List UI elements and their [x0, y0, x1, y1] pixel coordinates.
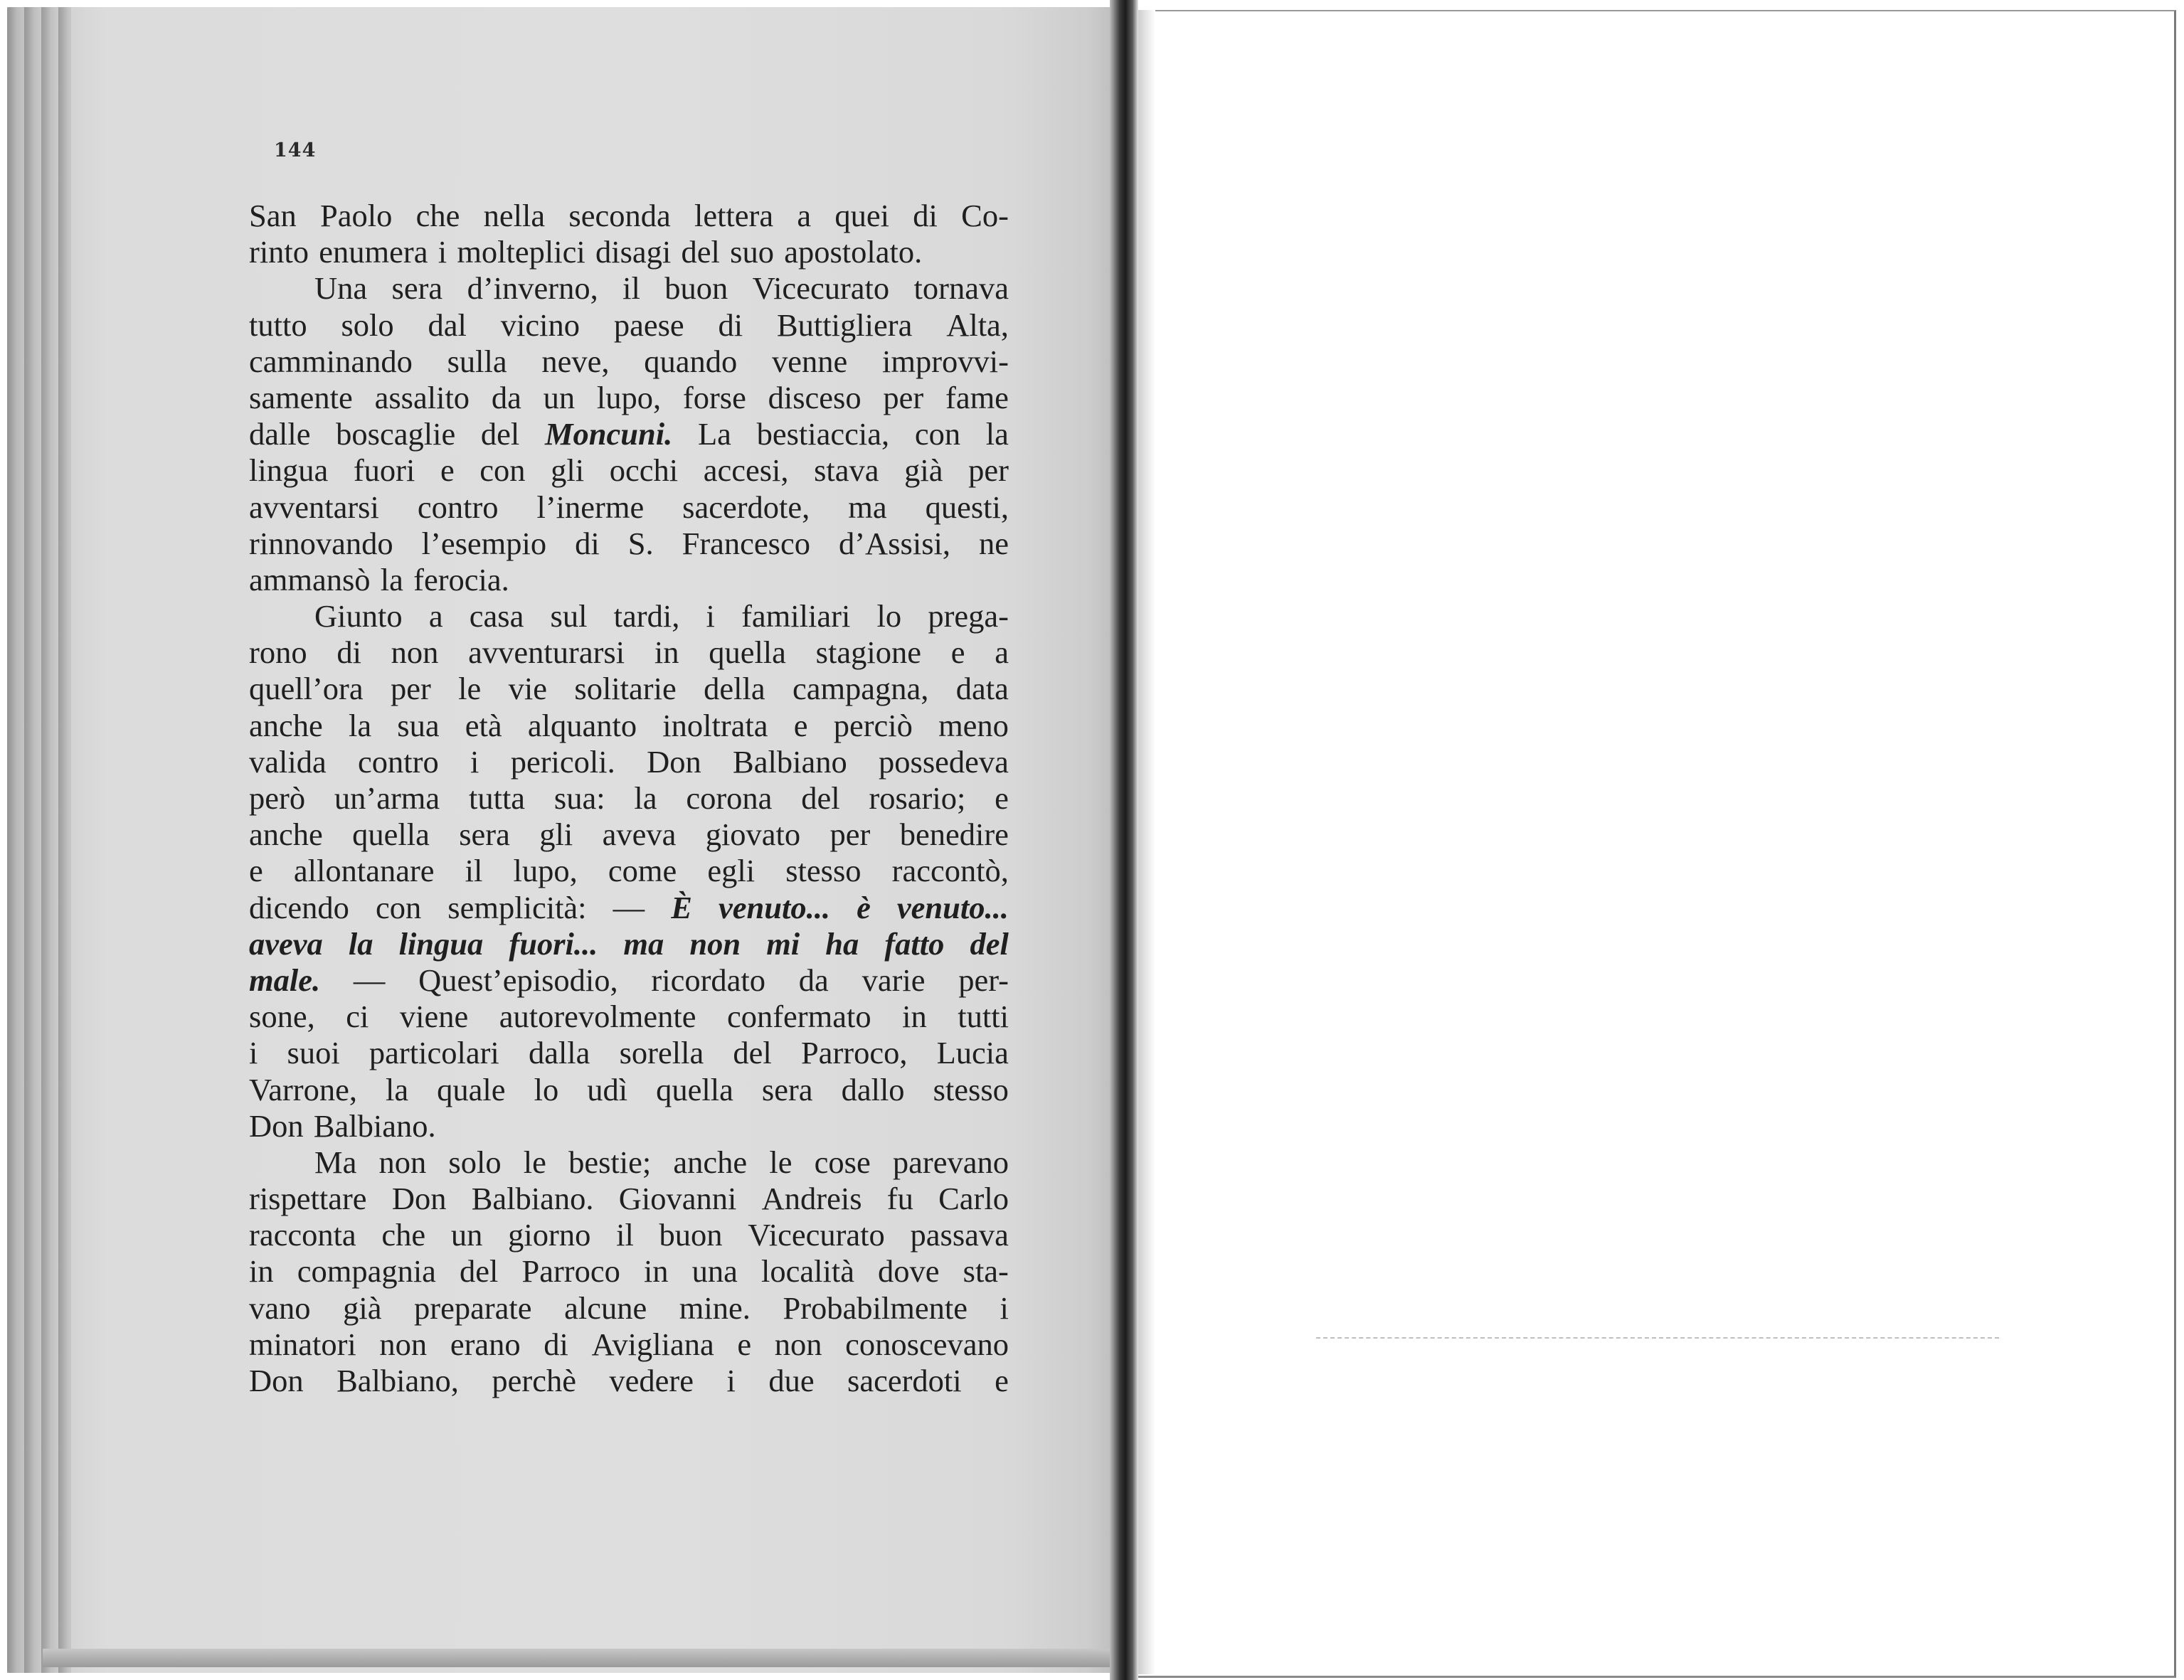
text-line [249, 1035, 1009, 1071]
word: Parroco, [800, 1035, 908, 1071]
word: pericoli. [510, 743, 615, 780]
word: sulla [447, 343, 507, 379]
word: familiari [741, 598, 851, 634]
text-line [249, 780, 1009, 817]
word: Probabilmente [783, 1290, 968, 1326]
word: Balbiano. [471, 1181, 594, 1217]
bottom-page-edges [43, 1649, 1124, 1667]
word: S. [627, 525, 654, 561]
word: campagna, [792, 671, 929, 707]
word: anche [249, 817, 323, 853]
word: vie [508, 671, 548, 707]
word: dal [428, 307, 467, 343]
word: in [643, 1253, 669, 1290]
word: tornava [913, 270, 1009, 307]
text-line [249, 380, 1009, 416]
book-gutter [1110, 0, 1138, 1680]
word: la [380, 561, 403, 597]
word: Quest’episodio, [418, 962, 618, 998]
word: bestiaccia, [756, 416, 890, 452]
word: stagione [815, 634, 921, 671]
word: del [970, 925, 1009, 962]
word: dove [878, 1253, 940, 1290]
word: rinnovando [249, 525, 393, 561]
word: udì [587, 1071, 628, 1107]
word: da [491, 379, 521, 415]
text-line [249, 962, 1009, 999]
word: Alta, [946, 307, 1009, 343]
word: fuori [353, 452, 415, 489]
word: già [343, 1290, 382, 1326]
word: venne [772, 343, 848, 379]
word: Vicecurato [748, 1217, 885, 1253]
word: le [523, 1144, 546, 1180]
word: enumera [319, 234, 428, 270]
word: conoscevano [845, 1326, 1009, 1362]
word: Balbiano, [336, 1363, 459, 1398]
text-line [249, 234, 1009, 270]
word: in [654, 634, 679, 671]
text-line [249, 416, 1009, 452]
text-line [249, 270, 1009, 307]
word: questi, [925, 489, 1009, 525]
word: alquanto [527, 707, 637, 743]
word: il [622, 270, 640, 307]
word: Francesco [682, 525, 810, 561]
word: rosario; [869, 780, 966, 816]
word: lupo, [513, 853, 578, 889]
word: egli [707, 853, 756, 889]
page-edges [7, 7, 71, 1673]
word: quella [352, 817, 430, 853]
word: Giunto [314, 598, 403, 634]
word: Don [647, 743, 701, 780]
word: camminando [249, 343, 413, 379]
text-line [249, 1072, 1009, 1108]
word: lo [876, 598, 902, 634]
word: la [348, 707, 372, 743]
word: i [249, 1035, 258, 1071]
word: occhi [609, 452, 679, 489]
word: e [995, 780, 1009, 816]
word: e [440, 452, 455, 489]
word: samente [249, 379, 353, 415]
word: Giovanni [618, 1181, 737, 1217]
word: quale [437, 1071, 506, 1107]
word: a [428, 598, 443, 634]
word: male. [249, 962, 321, 998]
word: Don [391, 1181, 447, 1217]
word: di [544, 1326, 568, 1362]
word: Parroco [521, 1253, 620, 1290]
word: sera [761, 1071, 813, 1107]
word: i [706, 598, 715, 634]
word: stesso [933, 1071, 1009, 1107]
word: come [608, 853, 677, 889]
word: San [249, 198, 297, 233]
word: fuori... [509, 925, 598, 962]
word: della [704, 671, 765, 707]
word: sacerdoti [847, 1363, 962, 1398]
word: Una [314, 270, 368, 307]
text-line [249, 307, 1009, 344]
word: tutti [958, 999, 1009, 1035]
text-line [249, 1253, 1009, 1290]
word: gli [551, 452, 585, 489]
word: quella [709, 634, 786, 671]
word: semplicità: [447, 889, 587, 925]
word: lingua [249, 452, 329, 489]
word: non [774, 1326, 822, 1362]
word: e [793, 707, 808, 743]
word: Co- [961, 198, 1009, 233]
word: Lucia [936, 1035, 1009, 1071]
text-line [249, 489, 1009, 526]
word: sua [397, 707, 440, 743]
word: d’inverno, [467, 270, 598, 307]
word: del [480, 416, 520, 452]
word: ricordato [651, 962, 766, 998]
text-line [249, 1144, 1009, 1181]
word: e [995, 1363, 1009, 1398]
word: un’arma [334, 780, 440, 816]
word: solitarie [574, 671, 677, 707]
bleed-through-rule [1316, 1337, 1999, 1339]
word: giovato [705, 817, 801, 853]
word: disceso [768, 379, 862, 415]
word: lettera [694, 198, 774, 233]
text-line [249, 1327, 1009, 1363]
text-line [249, 671, 1009, 707]
word: le [458, 671, 482, 707]
word: Vicecurato [752, 270, 890, 307]
word: forse [682, 379, 746, 415]
word: i [726, 1363, 736, 1398]
word: stesso [785, 853, 862, 889]
word: ha [825, 925, 859, 962]
word: quando [644, 343, 738, 379]
word: giorno [508, 1217, 591, 1253]
word: rispettare [249, 1181, 367, 1217]
word: il [616, 1217, 634, 1253]
word: sera [391, 270, 443, 307]
word: sua: [553, 780, 605, 816]
word: particolari [369, 1035, 499, 1071]
text-line [249, 999, 1009, 1035]
word: valida [249, 743, 327, 780]
word: un [543, 379, 576, 415]
word: in [249, 1253, 274, 1290]
text-line [249, 926, 1009, 962]
word: perchè [492, 1363, 576, 1398]
word: quei [834, 198, 890, 233]
word: i [1000, 1290, 1009, 1326]
word: passava [910, 1217, 1009, 1253]
word: sta- [963, 1253, 1009, 1290]
word: compagnia [297, 1253, 436, 1290]
word: vicino [500, 307, 580, 343]
word: di [913, 198, 938, 233]
word: fame [945, 379, 1009, 415]
word: per [390, 671, 431, 707]
text-line [249, 817, 1009, 853]
word: Andreis [761, 1181, 862, 1217]
word: dalla [528, 1035, 590, 1071]
word: la [348, 925, 373, 962]
word: per [829, 817, 871, 853]
word: gli [539, 817, 573, 853]
word: Buttigliera [777, 307, 913, 343]
word: anche [673, 1144, 748, 1180]
word: sone, [249, 999, 315, 1035]
word: che [415, 198, 460, 233]
word: Don [249, 1363, 304, 1398]
word: assalito [374, 379, 470, 415]
word: lingua [398, 925, 484, 962]
word: la [985, 416, 1009, 452]
word: la [386, 1071, 409, 1107]
word: quell’ora [249, 671, 364, 707]
word: cose [814, 1144, 871, 1180]
word: due [768, 1363, 815, 1398]
word: allontanare [293, 853, 435, 889]
word: Balbiano [733, 743, 847, 780]
word: parevano [892, 1144, 1009, 1180]
word: rono [249, 634, 307, 671]
text-line [249, 853, 1009, 889]
word: i [438, 234, 447, 270]
word: aveva [249, 925, 323, 962]
right-page-gutter-shadow [1138, 10, 1155, 1674]
text-line [249, 344, 1009, 380]
word: del [733, 1035, 772, 1071]
word: avventarsi [249, 489, 379, 525]
word: disagi [595, 234, 672, 270]
text-line [249, 1363, 1009, 1399]
word: inoltrata [662, 707, 768, 743]
word: solo [448, 1144, 502, 1180]
word: ma [848, 489, 887, 525]
word: non [379, 1326, 428, 1362]
word: e [950, 634, 965, 671]
text-line [249, 708, 1009, 744]
word: del [801, 780, 840, 816]
word: con [479, 452, 526, 489]
text-line [249, 198, 1009, 234]
word: viene [399, 999, 469, 1035]
word: Ma [314, 1144, 357, 1180]
right-page-blank [1138, 10, 2176, 1678]
word: solo [341, 307, 394, 343]
word: confermato [726, 999, 871, 1035]
word: per- [958, 962, 1009, 998]
word: accesi, [703, 452, 789, 489]
word: vedere [609, 1363, 694, 1398]
word: sul [550, 598, 588, 634]
word: La [697, 416, 731, 452]
word: a [797, 198, 812, 233]
word: per [968, 452, 1009, 489]
word: buon [664, 270, 728, 307]
word: dalle [249, 416, 311, 452]
word: stava [814, 452, 879, 489]
word: minatori [249, 1326, 356, 1362]
word: con [914, 416, 961, 452]
word: il [465, 853, 483, 889]
word: È [671, 889, 692, 925]
word: ammansò [249, 561, 371, 597]
word: data [955, 671, 1009, 707]
page-number: 144 [274, 139, 317, 161]
word: sorella [619, 1035, 704, 1071]
word: boscaglie [336, 416, 456, 452]
word: bestie; [568, 1144, 652, 1180]
word: Avigliana [591, 1326, 714, 1362]
word: neve, [541, 343, 610, 379]
word: i [470, 743, 479, 780]
text-line [249, 1181, 1009, 1217]
word: una [691, 1253, 738, 1290]
text-line [249, 744, 1009, 780]
word: ci [346, 999, 369, 1035]
word: rinto [249, 234, 309, 270]
word: meno [938, 707, 1009, 743]
word: suoi [287, 1035, 340, 1071]
word: mi [766, 925, 800, 962]
word: prega- [928, 598, 1009, 634]
word: e [249, 853, 263, 889]
word: erano [450, 1326, 521, 1362]
word: perciò [833, 707, 913, 743]
word: del [681, 234, 720, 270]
word: non [689, 925, 741, 962]
text-line [249, 526, 1009, 562]
word: già [904, 452, 943, 489]
word: d’Assisi, [838, 525, 950, 561]
word: però [249, 780, 306, 816]
word: la [634, 780, 657, 816]
text-line [249, 634, 1009, 671]
body-text [249, 198, 1009, 1399]
word: alcune [564, 1290, 647, 1326]
word: racconta [249, 1217, 356, 1253]
word: Moncuni. [544, 416, 673, 452]
word: aveva [602, 817, 677, 853]
word: seconda [568, 198, 671, 233]
word: avventurarsi [468, 634, 625, 671]
word: apostolato. [784, 234, 923, 270]
text-line [249, 1108, 1009, 1144]
word: mine. [679, 1290, 751, 1326]
word: quella [656, 1071, 733, 1107]
word: di [336, 634, 361, 671]
word: di [718, 307, 743, 343]
word: sacerdote, [682, 489, 810, 525]
word: Paolo [320, 198, 393, 233]
word: che [381, 1217, 426, 1253]
word: tutta [468, 780, 526, 816]
word: Carlo [938, 1181, 1009, 1217]
word: con [375, 889, 422, 925]
word: e [737, 1326, 752, 1362]
text-line [249, 598, 1009, 634]
word: contro [358, 743, 439, 780]
word: le [769, 1144, 793, 1180]
word: ne [978, 525, 1009, 561]
word: raccontò, [891, 853, 1009, 889]
word: da [798, 962, 829, 998]
word: venuto... [896, 889, 1009, 925]
word: ma [623, 925, 664, 962]
word: — [613, 889, 645, 925]
word: — [353, 962, 386, 998]
word: Varrone, [249, 1071, 357, 1107]
word: per [883, 379, 924, 415]
word: paese [613, 307, 684, 343]
word: fatto [884, 925, 945, 962]
word: un [450, 1217, 483, 1253]
word: l’esempio [421, 525, 547, 561]
word: fu [886, 1181, 913, 1217]
word: località [760, 1253, 854, 1290]
word: nella [483, 198, 546, 233]
word: improvvi- [882, 343, 1009, 379]
word: casa [469, 598, 524, 634]
word: varie [862, 962, 926, 998]
word: benedire [899, 817, 1009, 853]
word: preparate [414, 1290, 532, 1326]
word: del [460, 1253, 499, 1290]
word: dicendo [249, 889, 349, 925]
word: Don [249, 1107, 304, 1144]
word: l’inerme [536, 489, 645, 525]
word: tutto [249, 307, 307, 343]
word: a [995, 634, 1009, 671]
word: anche [249, 707, 323, 743]
word: lupo, [596, 379, 662, 415]
word: dallo [841, 1071, 905, 1107]
word: buon [659, 1217, 723, 1253]
word: vano [249, 1290, 311, 1326]
text-line [249, 890, 1009, 926]
word: Balbiano. [313, 1107, 436, 1144]
word: molteplici [457, 234, 585, 270]
word: suo [730, 234, 774, 270]
word: lo [534, 1071, 559, 1107]
text-line [249, 1217, 1009, 1253]
word: non [378, 1144, 427, 1180]
word: ferocia. [413, 561, 509, 597]
word: autorevolmente [499, 999, 696, 1035]
word: età [465, 707, 502, 743]
word: venuto... [718, 889, 830, 925]
text-line [249, 452, 1009, 489]
word: di [575, 525, 600, 561]
word: in [902, 999, 927, 1035]
word: sera [459, 817, 510, 853]
word: non [391, 634, 439, 671]
text-line [249, 1290, 1009, 1327]
word: tardi, [613, 598, 680, 634]
text-line [249, 562, 1009, 598]
word: è [857, 889, 871, 925]
word: possedeva [879, 743, 1009, 780]
word: corona [686, 780, 773, 816]
word: contro [417, 489, 499, 525]
